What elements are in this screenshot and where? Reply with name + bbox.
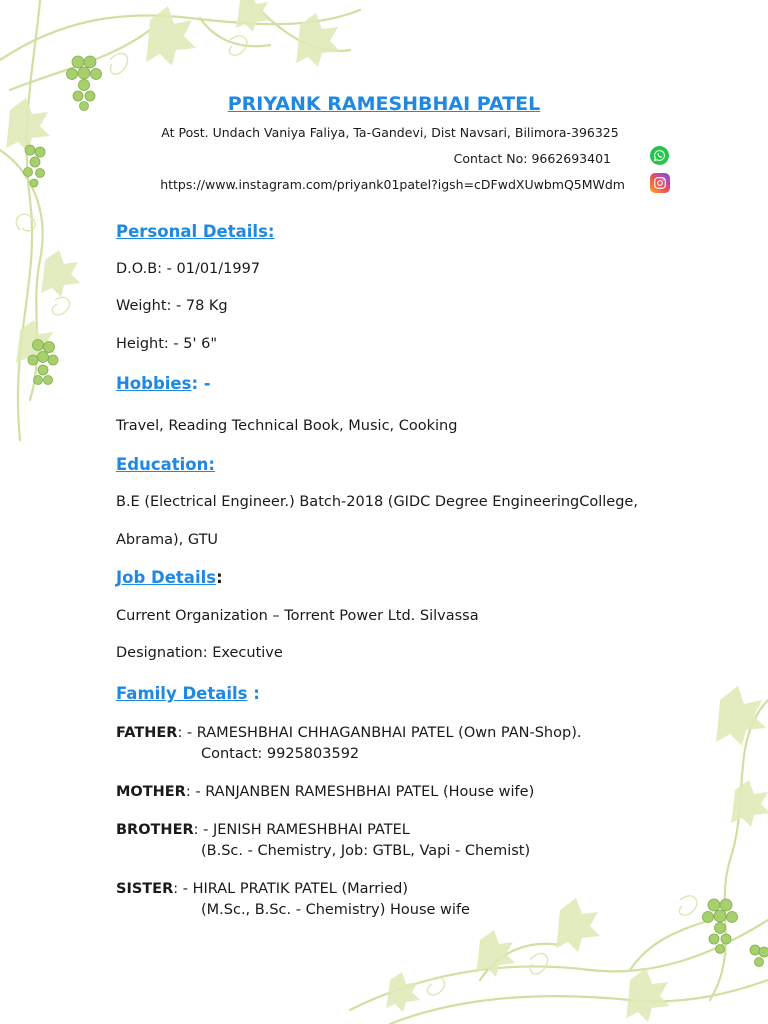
section-personal-heading: Personal Details: [116, 222, 275, 241]
whatsapp-icon [650, 146, 669, 165]
education-line-1: B.E (Electrical Engineer.) Batch-2018 (GIDC Degree EngineeringCollege, [116, 494, 638, 510]
job-organization: Current Organization – Torrent Power Ltd. Silvassa [116, 608, 479, 624]
section-family-heading: Family Details : [116, 684, 260, 703]
instagram-icon[interactable] [650, 173, 670, 193]
instagram-link[interactable]: https://www.instagram.com/priyank01patel?igsh=cDFwdXUwbmQ5MWdm [160, 177, 625, 192]
address-line: At Post. Undach Vaniya Faliya, Ta-Gandevi, Dist Navsari, Bilimora-396325 [161, 125, 619, 140]
section-hobbies-heading: Hobbies: - [116, 374, 211, 393]
section-job-heading: Job Details: [116, 568, 223, 587]
hobbies-text: Travel, Reading Technical Book, Music, Cooking [116, 418, 458, 434]
family-mother: MOTHER: - RANJANBEN RAMESHBHAI PATEL (House wife) [116, 784, 535, 800]
section-education-heading: Education: [116, 455, 215, 474]
family-father: FATHER: - RAMESHBHAI CHHAGANBHAI PATEL (Own PAN-Shop). Contact: 9925803592 [116, 725, 582, 762]
family-sister: SISTER: - HIRAL PRATIK PATEL (Married) (M.Sc., B.Sc. - Chemistry) House wife [116, 881, 470, 918]
dob-line: D.O.B: - 01/01/1997 [116, 261, 261, 277]
weight-line: Weight: - 78 Kg [116, 298, 228, 314]
page-title: PRIYANK RAMESHBHAI PATEL [227, 93, 541, 115]
education-line-2: Abrama), GTU [116, 532, 219, 548]
family-brother: BROTHER: - JENISH RAMESHBHAI PATEL (B.Sc. - Chemistry, Job: GTBL, Vapi - Chemist) [116, 822, 531, 859]
height-line: Height: - 5' 6" [116, 336, 217, 352]
job-designation: Designation: Executive [116, 645, 283, 661]
contact-number: Contact No: 9662693401 [453, 151, 611, 166]
